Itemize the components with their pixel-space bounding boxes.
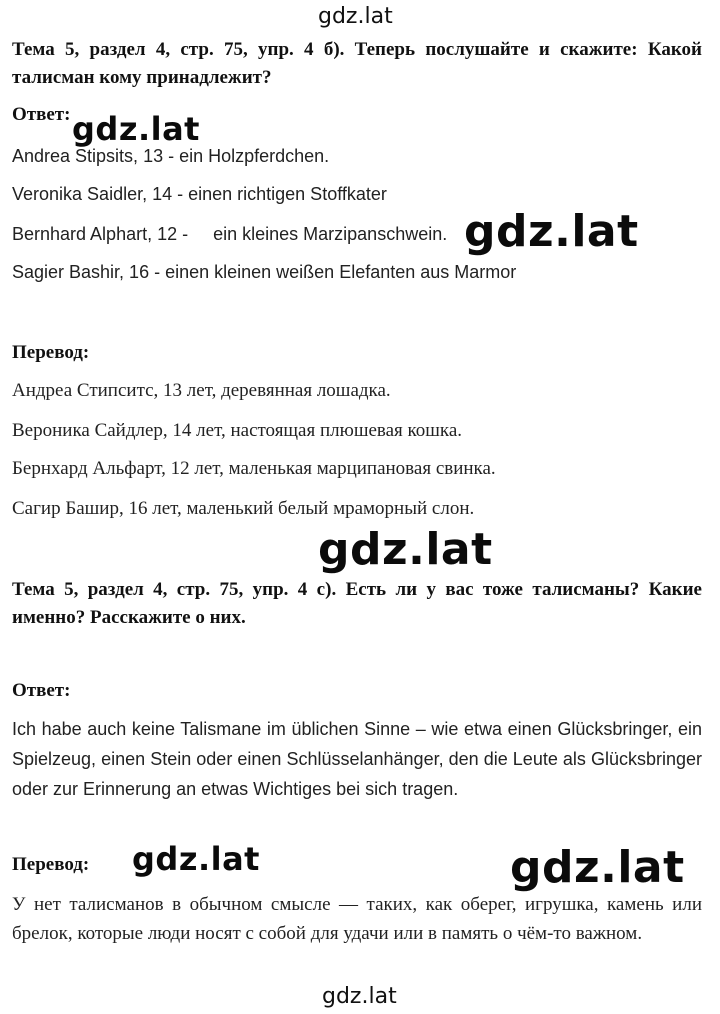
watermark-top: gdz.lat bbox=[318, 4, 393, 29]
watermark-bottom: gdz.lat bbox=[322, 984, 397, 1009]
section1-answer-2: Veronika Saidler, 14 - einen richtigen Stoffkater bbox=[12, 184, 387, 204]
section2-heading: Тема 5, раздел 4, стр. 75, упр. 4 c). Есть ли у вас тоже талисманы? Какие именно? Расскажите о них. bbox=[12, 579, 702, 628]
section2-translation-text: У нет талисманов в обычном смысле — таких, как оберег, игрушка, камень или брелок, которые люди носят с собой для удачи или в память о чём-то важном. bbox=[12, 894, 702, 944]
watermark-big-right: gdz.lat bbox=[510, 842, 685, 893]
watermark-mid2: gdz.lat bbox=[464, 206, 639, 257]
section1-answer-label: Ответ: bbox=[12, 104, 71, 125]
section1-answer-3: Bernhard Alphart, 12 - ein kleines Marzipanschwein. bbox=[12, 224, 448, 244]
watermark-small-left: gdz.lat bbox=[132, 840, 260, 878]
section1-heading: Тема 5, раздел 4, стр. 75, упр. 4 б). Теперь послушайте и скажите: Какой талисман кому принадлежит? bbox=[12, 39, 702, 88]
section1-answer-1: Andrea Stipsits, 13 - ein Holzpferdchen. bbox=[12, 146, 330, 166]
section1-translation-1: Андреа Стипситс, 13 лет, деревянная лошадка. bbox=[12, 380, 391, 401]
section1-translation-3: Бернхард Альфарт, 12 лет, маленькая марципановая свинка. bbox=[12, 458, 496, 479]
section1-translation-4: Сагир Башир, 16 лет, маленький белый мраморный слон. bbox=[12, 498, 475, 519]
watermark-mid1: gdz.lat bbox=[72, 110, 200, 148]
section2-translation-label: Перевод: bbox=[12, 854, 90, 875]
section2-answer-label: Ответ: bbox=[12, 680, 71, 701]
section1-answer-4: Sagier Bashir, 16 - einen kleinen weißen Elefanten aus Marmor bbox=[12, 262, 517, 282]
section2-answer-text: Ich habe auch keine Talismane im üblichen Sinne – wie etwa einen Glücksbringer, ein Spielzeug, einen Stein oder einen Schlüsselanhänger, den die Leute als Glücksbringer oder zur Erinnerung an etwas Wichtiges bei sich tragen. bbox=[12, 719, 702, 799]
section1-translation-2: Вероника Сайдлер, 14 лет, настоящая плюшевая кошка. bbox=[12, 420, 463, 441]
section1-translation-label: Перевод: bbox=[12, 342, 90, 363]
watermark-mid3: gdz.lat bbox=[318, 524, 493, 575]
